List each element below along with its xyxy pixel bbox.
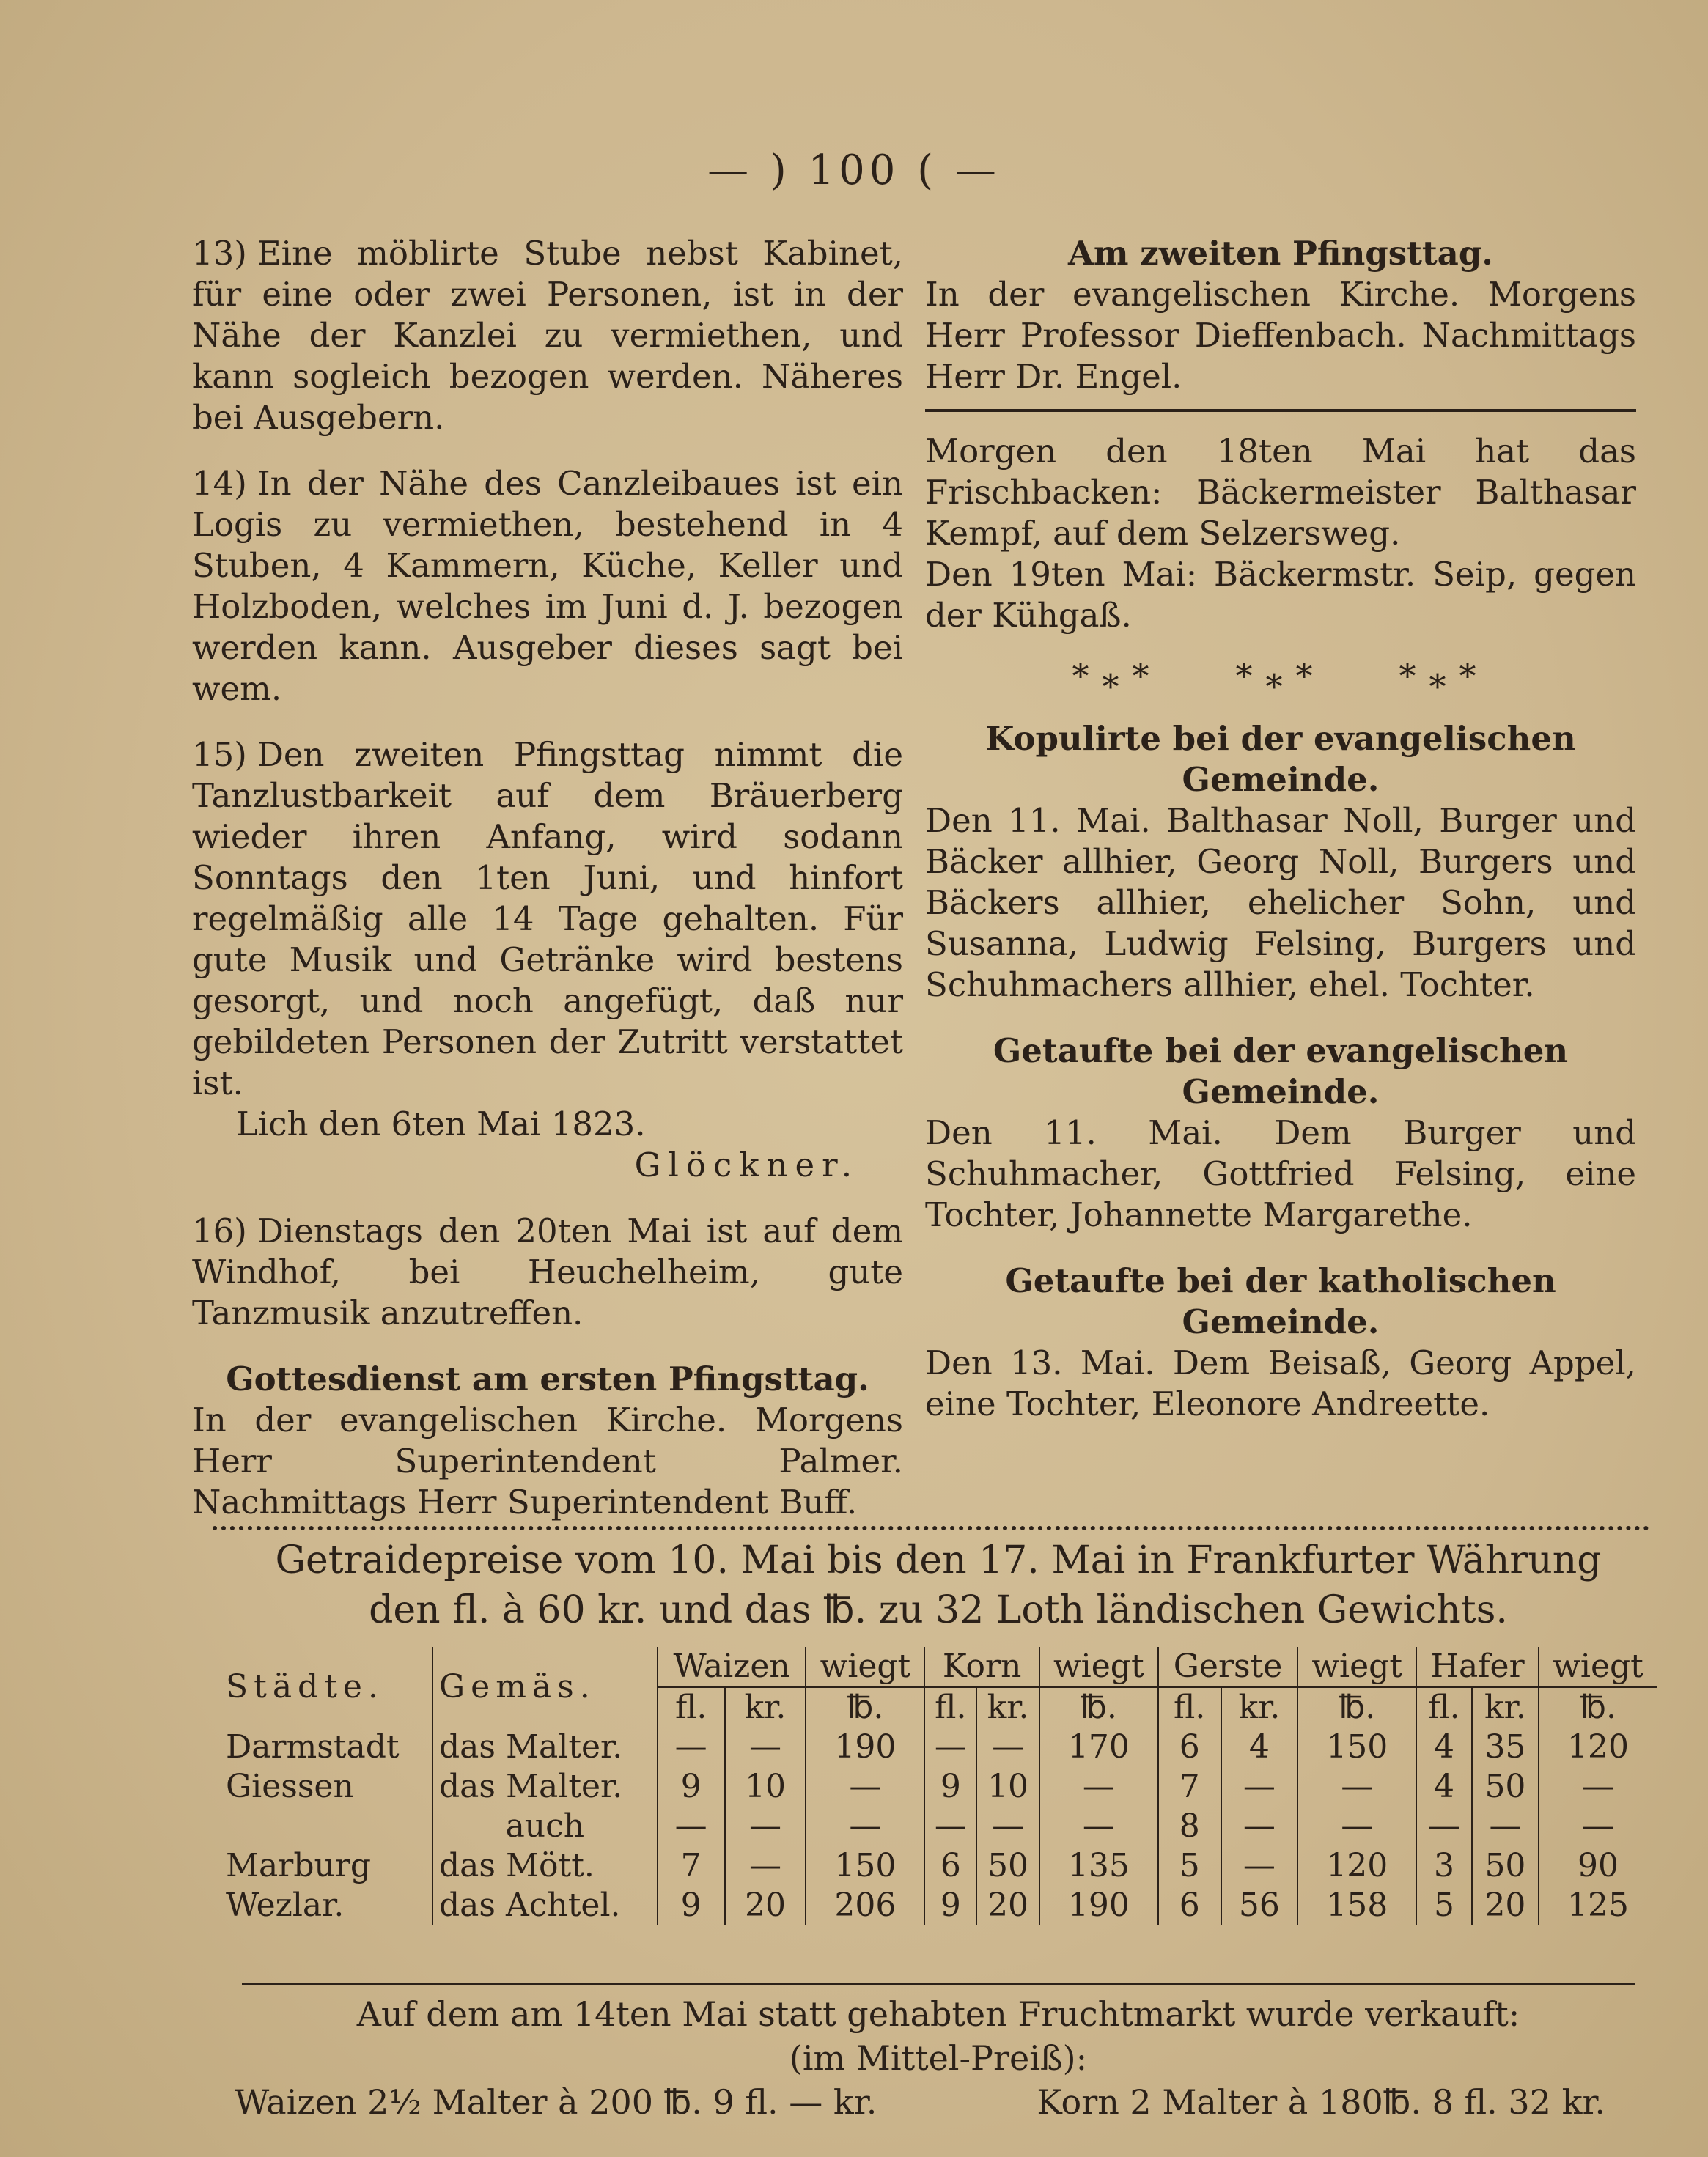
col-header-hafer: Hafer [1416, 1647, 1539, 1687]
section-text: Den 11. Mai. Balthasar Noll, Burger und Bäcker allhier, Georg Noll, Burgers und Bäckers allhier, ehelicher Sohn, und Susanna, Ludwig Felsing, Burgers und Schuhmachers allhier, ehel. Tochter. [925, 801, 1636, 1004]
market-line: (im Mittel-Preiß): [789, 2038, 1088, 2078]
cell: 3 [1416, 1846, 1472, 1886]
cell: 135 [1039, 1846, 1158, 1886]
ad-number: 13) [192, 234, 247, 273]
cell: — [1297, 1767, 1416, 1807]
table-row [220, 1807, 1657, 1846]
ad-13 [192, 233, 903, 438]
cell: 4 [1416, 1728, 1472, 1767]
asterism-divider [925, 655, 1636, 696]
cell-city: Wezlar. [226, 1887, 345, 1924]
market-line: Auf dem am 14ten Mai statt gehabten Fruchtmarkt wurde verkauft: [356, 1994, 1520, 2034]
cell: 6 [924, 1846, 976, 1886]
cell: 7 [1158, 1767, 1221, 1807]
ad-16 [192, 1211, 903, 1334]
market-waizen: Waizen 2½ Malter à 200 ℔. 9 fl. — kr. [235, 2082, 877, 2122]
bakers-line: Den 19ten Mai: Bäckermstr. Seip, gegen der Kühgaß. [925, 555, 1636, 635]
subheader-kr: kr. [725, 1687, 806, 1728]
cell: — [806, 1767, 924, 1807]
table-header-row [220, 1647, 1657, 1687]
cell: 4 [1221, 1728, 1298, 1767]
market-sales [220, 2080, 1657, 2124]
section-heading: Am zweiten Pfingsttag. [1068, 234, 1493, 273]
married-section [925, 718, 1636, 1006]
cell: 10 [976, 1767, 1039, 1807]
cell: — [658, 1807, 725, 1846]
table-row [220, 1886, 1657, 1925]
section-text: In der evangelischen Kirche. Morgens Herr Superintendent Palmer. Nachmittags Herr Superintendent Buff. [192, 1401, 903, 1522]
asterism: *⁎* [1399, 656, 1490, 696]
table-title-line: Getraidepreise vom 10. Mai bis den 17. Mai in Frankfurter Währung [275, 1538, 1602, 1582]
cell: 5 [1416, 1886, 1472, 1925]
section-heading: Getaufte bei der evangelischen Gemeinde. [993, 1031, 1569, 1111]
cell: — [1221, 1767, 1298, 1807]
cell: 6 [1158, 1728, 1221, 1767]
service-second-pentecost [925, 233, 1636, 397]
cell: — [1221, 1846, 1298, 1886]
cell: 150 [806, 1846, 924, 1886]
cell: — [1539, 1807, 1657, 1846]
cell: — [924, 1807, 976, 1846]
cell: 170 [1039, 1728, 1158, 1767]
right-column [925, 233, 1636, 1450]
asterism: *⁎* [1072, 656, 1163, 696]
section-heading: Gottesdienst am ersten Pfingsttag. [226, 1360, 869, 1398]
cell: 9 [658, 1767, 725, 1807]
subheader-lb: ℔. [1297, 1687, 1416, 1728]
ad-signature: Glöckner. [634, 1146, 859, 1184]
cell: — [1539, 1767, 1657, 1807]
grain-price-table [220, 1647, 1657, 1925]
cell: 4 [1416, 1767, 1472, 1807]
col-header-measure: Gemäs. [432, 1647, 658, 1728]
cell-city: Marburg [226, 1847, 372, 1884]
service-first-pentecost [192, 1359, 903, 1523]
baptized-catholic-section [925, 1261, 1636, 1425]
col-header-korn: Korn [924, 1647, 1039, 1687]
cell: 50 [1472, 1767, 1539, 1807]
subheader-kr: kr. [1472, 1687, 1539, 1728]
cell: 6 [1158, 1886, 1221, 1925]
subheader-lb: ℔. [1539, 1687, 1657, 1728]
ad-number: 16) [192, 1212, 247, 1250]
cell: 9 [924, 1767, 976, 1807]
cell-city: Giessen [226, 1768, 354, 1805]
cell: — [976, 1728, 1039, 1767]
cell-city [220, 1807, 432, 1846]
section-heading: Getaufte bei der katholischen Gemeinde. [1005, 1261, 1556, 1341]
col-header-gerste: Gerste [1158, 1647, 1297, 1687]
col-header-wiegt: wiegt [1297, 1647, 1416, 1687]
subheader-fl: fl. [1416, 1687, 1472, 1728]
cell: 9 [658, 1886, 725, 1925]
section-text: Den 11. Mai. Dem Burger und Schuhmacher, Gottfried Felsing, eine Tochter, Johannette Margarethe. [925, 1113, 1636, 1234]
ad-number: 14) [192, 464, 247, 503]
cell: — [976, 1807, 1039, 1846]
cell: 35 [1472, 1728, 1539, 1767]
cell: — [1039, 1767, 1158, 1807]
grain-price-section [220, 1535, 1657, 1925]
col-header-waizen: Waizen [658, 1647, 806, 1687]
subheader-fl: fl. [1158, 1687, 1221, 1728]
cell: 20 [976, 1886, 1039, 1925]
section-heading: Kopulirte bei der evangelischen Gemeinde. [985, 719, 1576, 799]
cell: — [806, 1807, 924, 1846]
cell-measure: das Malter. [432, 1767, 658, 1807]
ad-text: Den zweiten Pfingsttag nimmt die Tanzlustbarkeit auf dem Bräuerberg wieder ihren Anfang, wird sodann Sonntags den 1ten Juni, und hinfort regelmäßig alle 14 Tage gehalten. Für gute Musik und Getränke wird bestens gesorgt, und noch angefügt, daß nur gebildeten Personen der Zutritt verstattet ist. [192, 735, 903, 1102]
cell-measure: das Achtel. [432, 1886, 658, 1925]
cell: — [1472, 1807, 1539, 1846]
cell: 9 [924, 1886, 976, 1925]
cell: — [1416, 1807, 1472, 1846]
cell: — [1297, 1807, 1416, 1846]
cell-measure: auch [432, 1807, 658, 1846]
table-row [220, 1728, 1657, 1767]
subheader-lb: ℔. [1039, 1687, 1158, 1728]
cell: 10 [725, 1767, 806, 1807]
cell: 120 [1539, 1728, 1657, 1767]
col-header-city: Städte. [226, 1668, 384, 1706]
cell: — [725, 1846, 806, 1886]
subheader-fl: fl. [658, 1687, 725, 1728]
asterism: *⁎* [1235, 656, 1326, 696]
divider [925, 409, 1636, 412]
ad-number: 15) [192, 735, 247, 774]
cell: 56 [1221, 1886, 1298, 1925]
cell: — [924, 1728, 976, 1767]
col-header-wiegt: wiegt [806, 1647, 924, 1687]
ad-text: Dienstags den 20ten Mai ist auf dem Windhof, bei Heuchelheim, gute Tanzmusik anzutreffen. [192, 1212, 903, 1332]
cell: 20 [1472, 1886, 1539, 1925]
cell: 206 [806, 1886, 924, 1925]
cell: 120 [1297, 1846, 1416, 1886]
section-text: In der evangelischen Kirche. Morgens Herr Professor Dieffenbach. Nachmittags Herr Dr. Engel. [925, 275, 1636, 396]
bakers-line: Morgen den 18ten Mai hat das Frischbacken: Bäckermeister Balthasar Kempf, auf dem Selzersweg. [925, 432, 1636, 553]
cell-measure: das Malter. [432, 1728, 658, 1767]
cell: — [658, 1728, 725, 1767]
cell: — [725, 1807, 806, 1846]
cell: 90 [1539, 1846, 1657, 1886]
subheader-fl: fl. [924, 1687, 976, 1728]
baptized-evangelical-section [925, 1030, 1636, 1236]
section-text: Den 13. Mai. Dem Beisaß, Georg Appel, eine Tochter, Eleonore Andreette. [925, 1343, 1636, 1423]
cell: 190 [806, 1728, 924, 1767]
cell: 7 [658, 1846, 725, 1886]
table-row [220, 1846, 1657, 1886]
divider [242, 1983, 1635, 1985]
ad-text: In der Nähe des Canzleibaues ist ein Logis zu vermiethen, bestehend in 4 Stuben, 4 Kammern, Küche, Keller und Holzboden, welches im Juni d. J. bezogen werden kann. Ausgeber dieses sagt bei wem. [192, 464, 903, 708]
cell: 50 [1472, 1846, 1539, 1886]
cell-measure: das Mött. [432, 1846, 658, 1886]
bakers-notice [925, 431, 1636, 636]
cell: 150 [1297, 1728, 1416, 1767]
cell: 158 [1297, 1886, 1416, 1925]
cell: 50 [976, 1846, 1039, 1886]
cell: 5 [1158, 1846, 1221, 1886]
ad-14 [192, 463, 903, 709]
left-column [192, 233, 903, 1548]
cell: 125 [1539, 1886, 1657, 1925]
subheader-kr: kr. [1221, 1687, 1298, 1728]
ad-15 [192, 734, 903, 1186]
subheader-lb: ℔. [806, 1687, 924, 1728]
cell: — [1221, 1807, 1298, 1846]
cell: 20 [725, 1886, 806, 1925]
cell: 8 [1158, 1807, 1221, 1846]
subheader-kr: kr. [976, 1687, 1039, 1728]
cell: 190 [1039, 1886, 1158, 1925]
cell: — [1039, 1807, 1158, 1846]
col-header-wiegt: wiegt [1039, 1647, 1158, 1687]
market-report [220, 1992, 1657, 2124]
cell: — [725, 1728, 806, 1767]
ad-place-date: Lich den 6ten Mai 1823. [236, 1105, 646, 1143]
table-title-line: den fl. à 60 kr. und das ℔. zu 32 Loth ländischen Gewichts. [369, 1588, 1508, 1632]
market-korn: Korn 2 Malter à 180℔. 8 fl. 32 kr. [1037, 2082, 1605, 2122]
table-row [220, 1767, 1657, 1807]
cell-city: Darmstadt [226, 1728, 400, 1766]
ad-text: Eine möblirte Stube nebst Kabinet, für eine oder zwei Personen, ist in der Nähe der Kanzlei zu vermiethen, und kann sogleich bezogen werden. Näheres bei Ausgebern. [192, 234, 903, 437]
page-number: — ) 100 ( — [707, 147, 1001, 194]
col-header-wiegt: wiegt [1539, 1647, 1657, 1687]
